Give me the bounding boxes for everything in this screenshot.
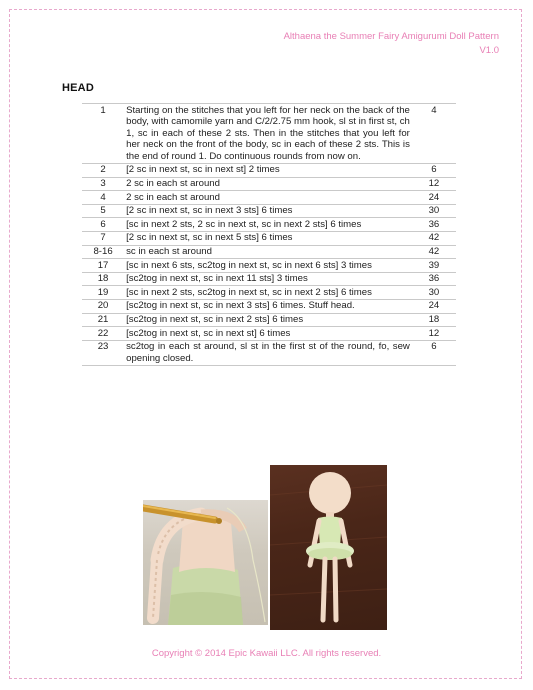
- doll-photo: [270, 465, 387, 630]
- table-row: [82, 245, 456, 259]
- table-row: [82, 272, 456, 286]
- round-instruction: sc2tog in each st around, sl st in the first st of the round, fo, sew opening closed.: [126, 341, 410, 364]
- crochet-hook-photo: [143, 500, 268, 625]
- round-instruction: 2 sc in each st around: [124, 191, 412, 205]
- round-number: 17: [82, 259, 124, 273]
- table-row: [82, 204, 456, 218]
- stitch-count: 12: [412, 177, 456, 191]
- document-header: [179, 30, 499, 58]
- table-row: [82, 259, 456, 273]
- round-number: 3: [82, 177, 124, 191]
- round-number: 18: [82, 272, 124, 286]
- round-instruction: 2 sc in each st around: [124, 177, 412, 191]
- round-instruction: [sc2tog in next st, sc in next 11 sts] 3 times: [124, 272, 412, 286]
- table-row: [82, 163, 456, 177]
- round-number: 5: [82, 204, 124, 218]
- round-instruction: [2 sc in next st, sc in next 3 sts] 6 times: [124, 204, 412, 218]
- pattern-table: [82, 103, 456, 366]
- stitch-count: 4: [412, 104, 456, 164]
- round-number: 6: [82, 218, 124, 232]
- table-row: [82, 286, 456, 300]
- round-number: 1: [82, 104, 124, 164]
- stitch-count: 6: [412, 163, 456, 177]
- round-number: 22: [82, 327, 124, 341]
- round-instruction: sc in each st around: [124, 245, 412, 259]
- round-instruction: Starting on the stitches that you left for her neck on the back of the body, with camomile yarn and C/2/2.75 mm hook, sl st in first st, ch 1, sc in each of these 2 sts. Then in the stitches that you left for her neck on the front of the body, sc in each of these 2 sts. This is the end of round 1. Do continuous rounds from now on.: [126, 104, 410, 162]
- stitch-count: 36: [412, 272, 456, 286]
- header-title-line1: Althaena the Summer Fairy Amigurumi Doll Pattern: [283, 31, 499, 42]
- round-instruction: [sc in next 2 sts, sc2tog in next st, sc in next 2 sts] 6 times: [124, 286, 412, 300]
- round-instruction: [sc in next 6 sts, sc2tog in next st, sc in next 6 sts] 3 times: [124, 259, 412, 273]
- round-number: 20: [82, 299, 124, 313]
- round-instruction: [sc in next 2 sts, 2 sc in next st, sc in next 2 sts] 6 times: [124, 218, 412, 232]
- round-instruction: [sc2tog in next st, sc in next st] 6 times: [124, 327, 412, 341]
- stitch-count: 39: [412, 259, 456, 273]
- header-title-line2: V1.0: [479, 45, 499, 56]
- round-number: 23: [82, 340, 124, 365]
- round-number: 7: [82, 231, 124, 245]
- stitch-count: 18: [412, 313, 456, 327]
- stitch-count: 24: [412, 299, 456, 313]
- table-row: [82, 177, 456, 191]
- stitch-count: 6: [412, 340, 456, 365]
- stitch-count: 36: [412, 218, 456, 232]
- round-instruction: [2 sc in next st, sc in next 5 sts] 6 times: [124, 231, 412, 245]
- stitch-count: 30: [412, 286, 456, 300]
- round-instruction: [sc2tog in next st, sc in next 3 sts] 6 times. Stuff head.: [124, 299, 412, 313]
- table-row: [82, 327, 456, 341]
- round-number: 8-16: [82, 245, 124, 259]
- round-number: 4: [82, 191, 124, 205]
- stitch-count: 30: [412, 204, 456, 218]
- stitch-count: 42: [412, 245, 456, 259]
- table-row: [82, 340, 456, 365]
- round-number: 2: [82, 163, 124, 177]
- round-instruction: [sc2tog in next st, sc in next 2 sts] 6 times: [124, 313, 412, 327]
- doll-photo-art: [270, 465, 387, 630]
- table-row: [82, 313, 456, 327]
- stitch-count: 24: [412, 191, 456, 205]
- section-title: HEAD: [62, 82, 94, 94]
- table-row: [82, 218, 456, 232]
- copyright-footer: Copyright © 2014 Epic Kawaii LLC. All rights reserved.: [151, 648, 382, 659]
- table-row: [82, 299, 456, 313]
- table-row: [82, 191, 456, 205]
- table-row: [82, 231, 456, 245]
- stitch-count: 42: [412, 231, 456, 245]
- table-row: [82, 104, 456, 164]
- round-instruction: [2 sc in next st, sc in next st] 2 times: [124, 163, 412, 177]
- round-number: 21: [82, 313, 124, 327]
- crochet-hook-photo-art: [143, 500, 268, 625]
- round-number: 19: [82, 286, 124, 300]
- stitch-count: 12: [412, 327, 456, 341]
